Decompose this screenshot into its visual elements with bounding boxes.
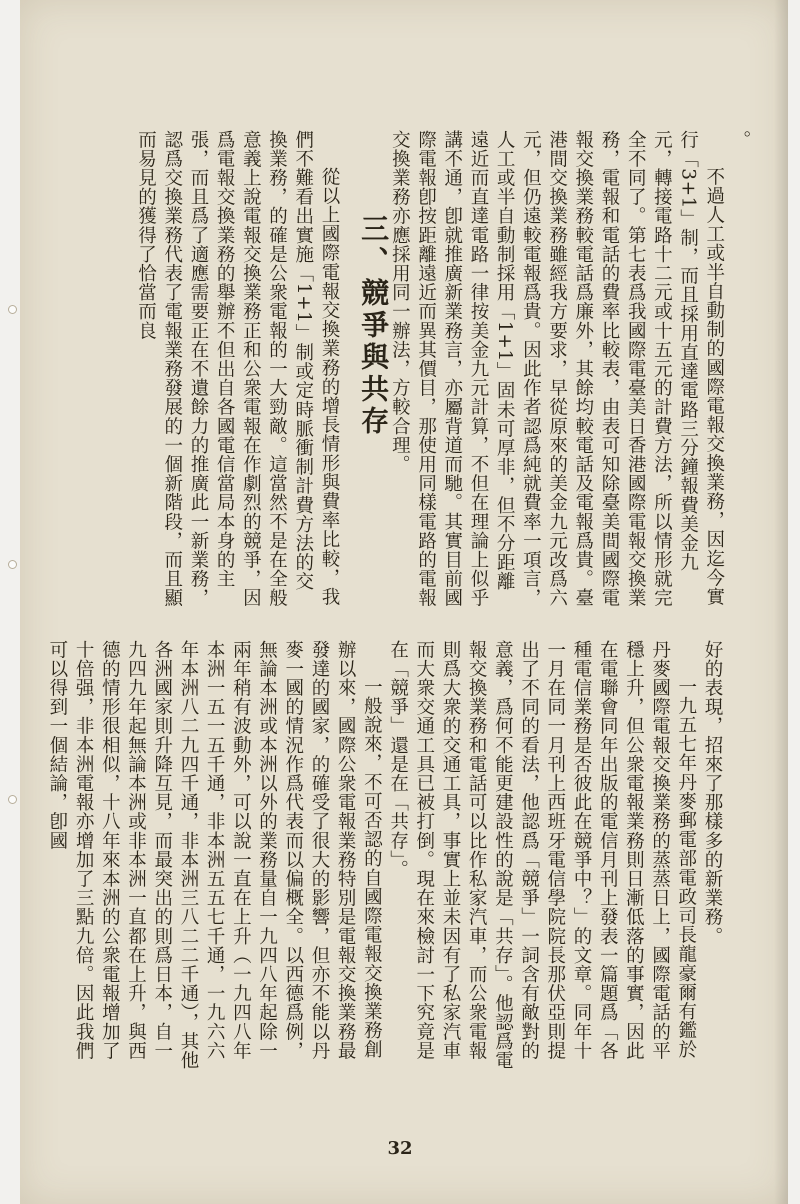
punch-hole-middle: [8, 560, 17, 569]
punch-hole-bottom: [8, 795, 17, 804]
top-paragraph-2: 從以上國際電報交換業務的增長情形與費率比較，我們不難看出實施「1+1」制或定時脈衝制計費方法的交換業務，的確是公衆電報的一大勁敵。這當然不是在全般意義上說電報交換業務正和公衆電報在作劇烈的競爭，因爲電報交換業務的舉辦不但出自各國電信當局本身的主張，而且爲了適應需要正在不遺餘力的推廣此一新業務，認爲交換業務代表了電報業務發展的一個新階段，而且顯而易見的獲得了恰當而良: [135, 130, 340, 608]
bottom-text-block: [46, 640, 725, 1078]
page-number: 32: [387, 1138, 413, 1159]
top-paragraph-mark: 。: [730, 130, 751, 150]
top-text-block: [98, 130, 753, 610]
section-heading: 三、競爭與共存: [357, 214, 391, 438]
punch-hole-top: [8, 305, 17, 314]
top-paragraph-1: 不過人工或半自動制的國際電報交換業務，因迄今實行「3+1」制，而且採用直達電路三分鐘報費美金九元，轉接電路十二元或十五元的計費方法，所以情形就完全不同了。第七表爲我國際電臺美日香港國際電報交換業務，電報和電話的費率比較表，由表可知除臺美間國際電報交換業務較電話爲廉外，其餘均較電話及電報爲貴。臺港間交換業務雖經我方要求，早從原來的美金九元改爲六元，但仍遠較電報爲貴。因此作者認爲純就費率一項言，人工或半自動制採用「1+1」固未可厚非，但不分距離遠近而直達電路一律按美金九元計算，不但在理論上似乎講不通，卽就推廣新業務言，亦屬背道而馳。其實目前國際電報卽按距離遠近而異其價目，那使用同樣電路的電報交換業務亦應採用同一辦法，方較合理。: [389, 130, 725, 608]
bottom-continuation: 好的表現，招來了那樣多的新業務。: [702, 640, 723, 946]
bottom-paragraph-2: 一般說來，不可否認的自國際電報交換業務創辦以來，國際公衆電報業務特別是電報交換業務最發達的國家，的確受了很大的影響，但亦不能以丹麥一國的情況作爲代表而以偏概全。以西德爲例，無論本洲或本洲以外的業務量自一九四八年起除一兩年稍有波動外，可以說一直在上升（一九四八年本洲一五一五千通，非本洲五五七千通，一九六六年本洲八二九四千通，非本洲三八二二千通），其他各洲國家則升降互見，而最突出的則爲日本，自一九四九年起無論本洲或非本洲一直都在上升，與西德的情形很相似，十八年來本洲的公衆電報增加了十倍强，非本洲電報亦增加了三點九倍。因此我們可以得到一個結論，卽國: [46, 640, 383, 1071]
bottom-paragraph-1: 一九五七年丹麥郵電部電政司長龍豪爾有鑑於丹麥國際電報交換業務的蒸蒸日上，國際電話的平穩上升，但公衆電報業務則日漸低落的事實，因此在電聯會同年出版的電信月刊上發表一篇題爲「各種電信業務是否彼此在競爭中？」的文章。同年十一月在同一月刊上西班牙電信學院院長那伏亞則提出了不同的看法，他認爲「競爭」一詞含有敵對的意義，爲何不能更建設性的說是「共存」。他認爲電報交換業務和電話可以比作私家汽車，而公衆電報則爲大衆的交通工具，事實上並未因有了私家汽車而大衆交通工具已被打倒。現在來檢討一下究竟是在「競爭」還是在「共存」。: [387, 640, 697, 1071]
